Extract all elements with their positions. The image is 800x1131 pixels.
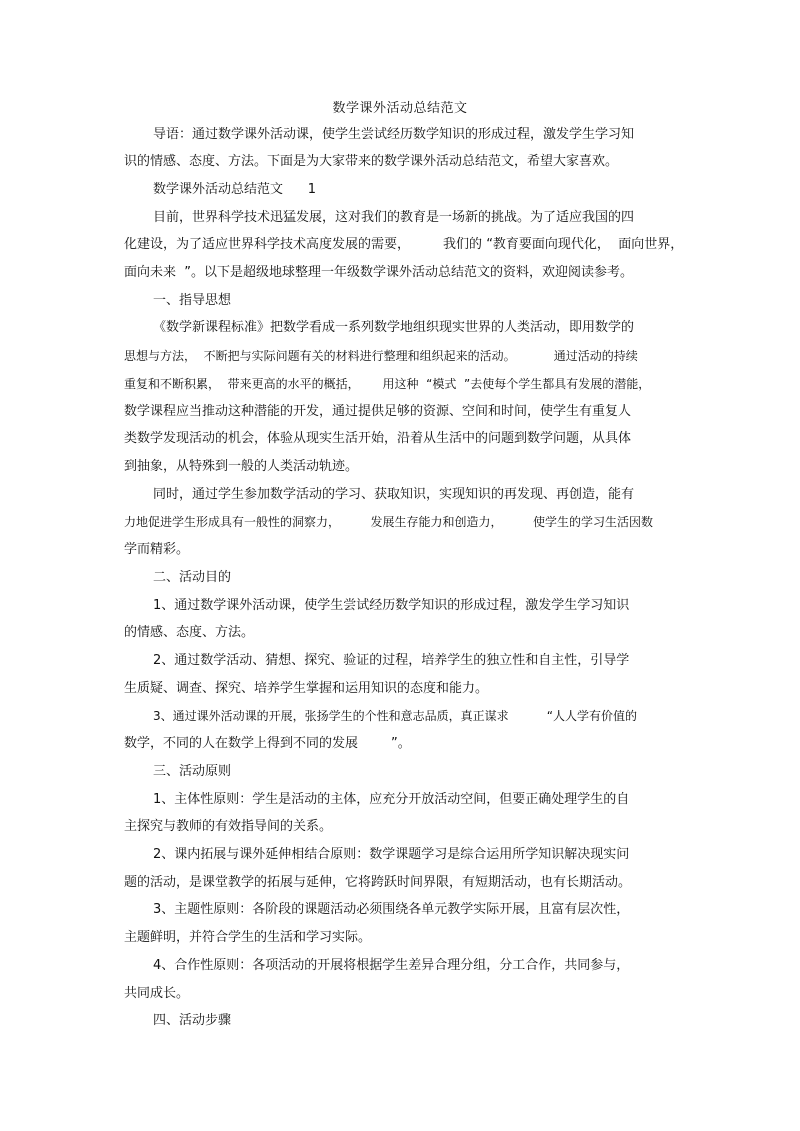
paragraph-line: 题的活动，是课堂教学的拓展与延伸，它将跨跃时间界限，有短期活动，也有长期活动。 [124, 875, 632, 890]
paragraph-line: 导语：通过数学课外活动课，使学生尝试经历数学知识的形成过程，激发学生学习知 [153, 127, 635, 142]
paragraph-line: 到抽象，从特殊到一般的人类活动轨迹。 [124, 459, 359, 474]
paragraph-line: 生质疑、调查、探究、培养学生掌握和运用知识的态度和能力。 [124, 681, 489, 696]
paragraph-line: 1、主体性原则：学生是活动的主体，应充分开放活动空间，但要正确处理学生的自 [153, 792, 630, 807]
paragraph-line: 2、课内拓展与课外延伸相结合原则：数学课题学习是综合运用所学知识解决现实问 [153, 847, 630, 862]
paragraph-line: 3、主题性原则：各阶段的课题活动必须围绕各单元教学实际开展，且富有层次性， [153, 902, 630, 917]
section-heading: 二、活动目的 [153, 570, 232, 585]
paragraph-line: 同时，通过学生参加数学活动的学习、获取知识，实现知识的再发现、再创造，能有 [153, 487, 635, 502]
paragraph-line: 力地促进学生形成具有一般性的洞察力， 发展生存能力和创造力， 使学生的学习生活因数 [124, 515, 654, 529]
paragraph-line: 目前，世界科学技术迅猛发展，这对我们的教育是一场新的挑战。为了适应我国的四 [153, 210, 635, 225]
section-heading: 四、活动步骤 [153, 1013, 232, 1028]
paragraph-line: 识的情感、态度、方法。下面是为大家带来的数学课外活动总结范文，希望大家喜欢。 [124, 154, 619, 169]
paragraph-line: 2、通过数学活动、猜想、探究、验证的过程，培养学生的独立性和自主性，引导学 [153, 653, 630, 668]
section-heading: 三、活动原则 [153, 764, 232, 779]
paragraph-line: 主探究与教师的有效指导间的关系。 [124, 819, 333, 834]
paragraph-line: 类数学发现活动的机会，体验从现实生活开始，沿着从生活中的问题到数学问题，从具体 [124, 431, 632, 446]
paragraph-line: 4、合作性原则：各项活动的开展将根据学生差异合理分组，分工合作，共同参与， [153, 958, 630, 973]
paragraph-line: 1、通过数学课外活动课，使学生尝试经历数学知识的形成过程，激发学生学习知识 [153, 598, 630, 613]
paragraph-line: 3、通过课外活动课的开展，张扬学生的个性和意志品质，真正谋求 “人人学有价值的 [153, 709, 637, 723]
paragraph-line: 共同成长。 [124, 986, 190, 1001]
paragraph-line: 学而精彩。 [124, 542, 190, 557]
document-title: 数学课外活动总结范文 [332, 101, 468, 116]
section-heading: 一、指导思想 [153, 293, 232, 308]
paragraph-line: 思想与方法， 不断把与实际问题有关的材料进行整理和组织起来的活动。 通过活动的持续 [124, 349, 638, 363]
paragraph-line: 化建设，为了适应世界科学技术高度发展的需要， 我们的 “教育要面向现代化， 面向世界， [124, 237, 684, 252]
paragraph-line: 重复和不断积累， 带来更高的水平的概括， 用这种 “模式 ”去使每个学生都具有发展的潜能， [124, 377, 651, 391]
paragraph-line: 数学课程应当推动这种潜能的开发，通过提供足够的资源、空间和时间，使学生有重复人 [124, 404, 632, 419]
paragraph-line: 数学，不同的人在数学上得到不同的发展 ”。 [124, 736, 411, 751]
paragraph-line: 《数学新课程标准》把数学看成一系列数学地组织现实世界的人类活动，即用数学的 [153, 320, 635, 335]
paragraph-line: 的情感、态度、方法。 [124, 625, 255, 640]
section-subtitle: 数学课外活动总结范文 1 [153, 182, 317, 197]
paragraph-line: 主题鲜明，并符合学生的生活和学习实际。 [124, 930, 372, 945]
paragraph-line: 面向未来 ”。以下是超级地球整理一年级数学课外活动总结范文的资料，欢迎阅读参考。 [124, 265, 634, 280]
